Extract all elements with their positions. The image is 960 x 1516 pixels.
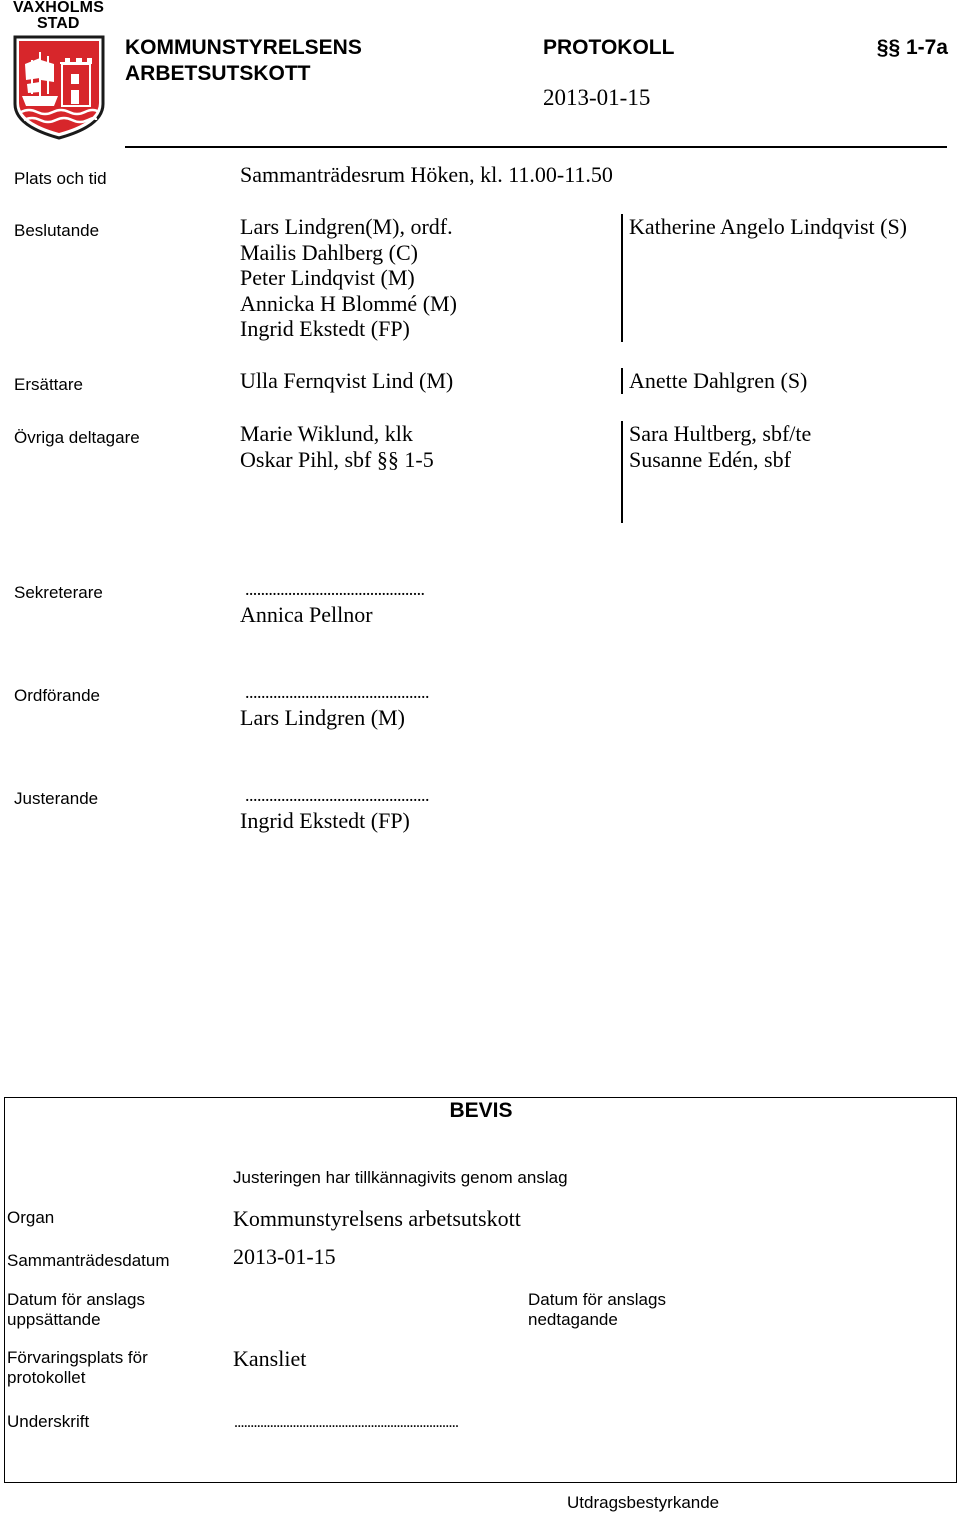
column-divider: [621, 421, 623, 523]
certifier-label: Utdragsbestyrkande: [567, 1493, 720, 1512]
certificate-title: BEVIS: [449, 1099, 513, 1122]
meeting-date-label: Sammanträdesdatum: [7, 1251, 170, 1270]
list-item: Lars Lindgren(M), ordf.: [240, 214, 453, 239]
chair-name: Lars Lindgren (M): [240, 705, 405, 730]
chair-signature-line: ..............................................: [245, 682, 429, 702]
adjuster-signature-line: ..............................................: [245, 785, 429, 805]
signature-label: Underskrift: [7, 1412, 90, 1431]
secretary-name: Annica Pellnor: [240, 602, 373, 627]
meeting-date: 2013-01-15: [543, 85, 651, 110]
list-item: Ingrid Ekstedt (FP): [240, 316, 410, 341]
paragraph-range: §§ 1-7a: [876, 36, 948, 59]
deciding-label: Beslutande: [14, 221, 100, 240]
organ-value: Kommunstyrelsens arbetsutskott: [233, 1206, 521, 1231]
label-line: Förvaringsplats för: [7, 1348, 148, 1367]
others-right-list: [629, 421, 811, 472]
adjuster-name: Ingrid Ekstedt (FP): [240, 808, 410, 833]
organ-label: Organ: [7, 1208, 55, 1227]
list-item: Oskar Pihl, sbf §§ 1-5: [240, 446, 434, 472]
deciding-left-list: [240, 214, 457, 342]
meeting-date-value: 2013-01-15: [233, 1244, 336, 1269]
place-value: Sammanträdesrum Höken, kl. 11.00-11.50: [240, 162, 613, 187]
logo-text-line1: VAXHOLMS: [13, 0, 105, 16]
column-divider: [621, 368, 623, 394]
list-item: Marie Wiklund, klk: [240, 421, 413, 446]
label-line: protokollet: [7, 1368, 86, 1387]
list-item: Annicka H Blommé (M): [240, 290, 457, 316]
column-divider: [621, 214, 623, 342]
adjuster-label: Justerande: [14, 789, 99, 808]
list-item: Mailis Dahlberg (C): [240, 239, 419, 265]
secretary-label: Sekreterare: [14, 583, 103, 602]
document-type: PROTOKOLL: [543, 36, 675, 59]
posted-date-label: [7, 1290, 145, 1330]
others-label: Övriga deltagare: [14, 428, 140, 447]
list-item: Katherine Angelo Lindqvist (S): [629, 214, 908, 239]
label-line: Datum för anslags: [7, 1290, 145, 1309]
header-divider: [125, 146, 947, 148]
substitutes-left: Ulla Fernqvist Lind (M): [240, 368, 454, 393]
signature-line: .....................................................................: [234, 1414, 459, 1431]
label-line: nedtagande: [528, 1310, 618, 1329]
substitutes-label: Ersättare: [14, 375, 83, 394]
others-left-list: [240, 421, 434, 472]
list-item: Peter Lindqvist (M): [240, 265, 415, 290]
logo-text-line2: STAD: [37, 15, 80, 32]
label-line: Datum för anslags: [528, 1290, 666, 1309]
place-label: Plats och tid: [14, 169, 107, 188]
storage-label: [7, 1348, 148, 1388]
removed-date-label: [528, 1290, 666, 1330]
substitutes-right: Anette Dahlgren (S): [629, 368, 808, 393]
list-item: Sara Hultberg, sbf/te: [629, 421, 812, 446]
chair-label: Ordförande: [14, 686, 100, 705]
organ-heading-line2: ARBETSUTSKOTT: [125, 62, 311, 85]
municipality-logo: [10, 0, 110, 142]
label-line: uppsättande: [7, 1310, 101, 1329]
secretary-signature-line: ..............................................: [245, 579, 425, 599]
organ-heading-line1: KOMMUNSTYRELSENS: [125, 36, 362, 59]
coat-of-arms-icon: [12, 34, 106, 140]
deciding-right-list: [629, 214, 907, 240]
storage-value: Kansliet: [233, 1346, 307, 1371]
certificate-box: [4, 1097, 957, 1483]
list-item: Susanne Edén, sbf: [629, 446, 791, 472]
certificate-intro: Justeringen har tillkännagivits genom anslag: [233, 1168, 568, 1187]
